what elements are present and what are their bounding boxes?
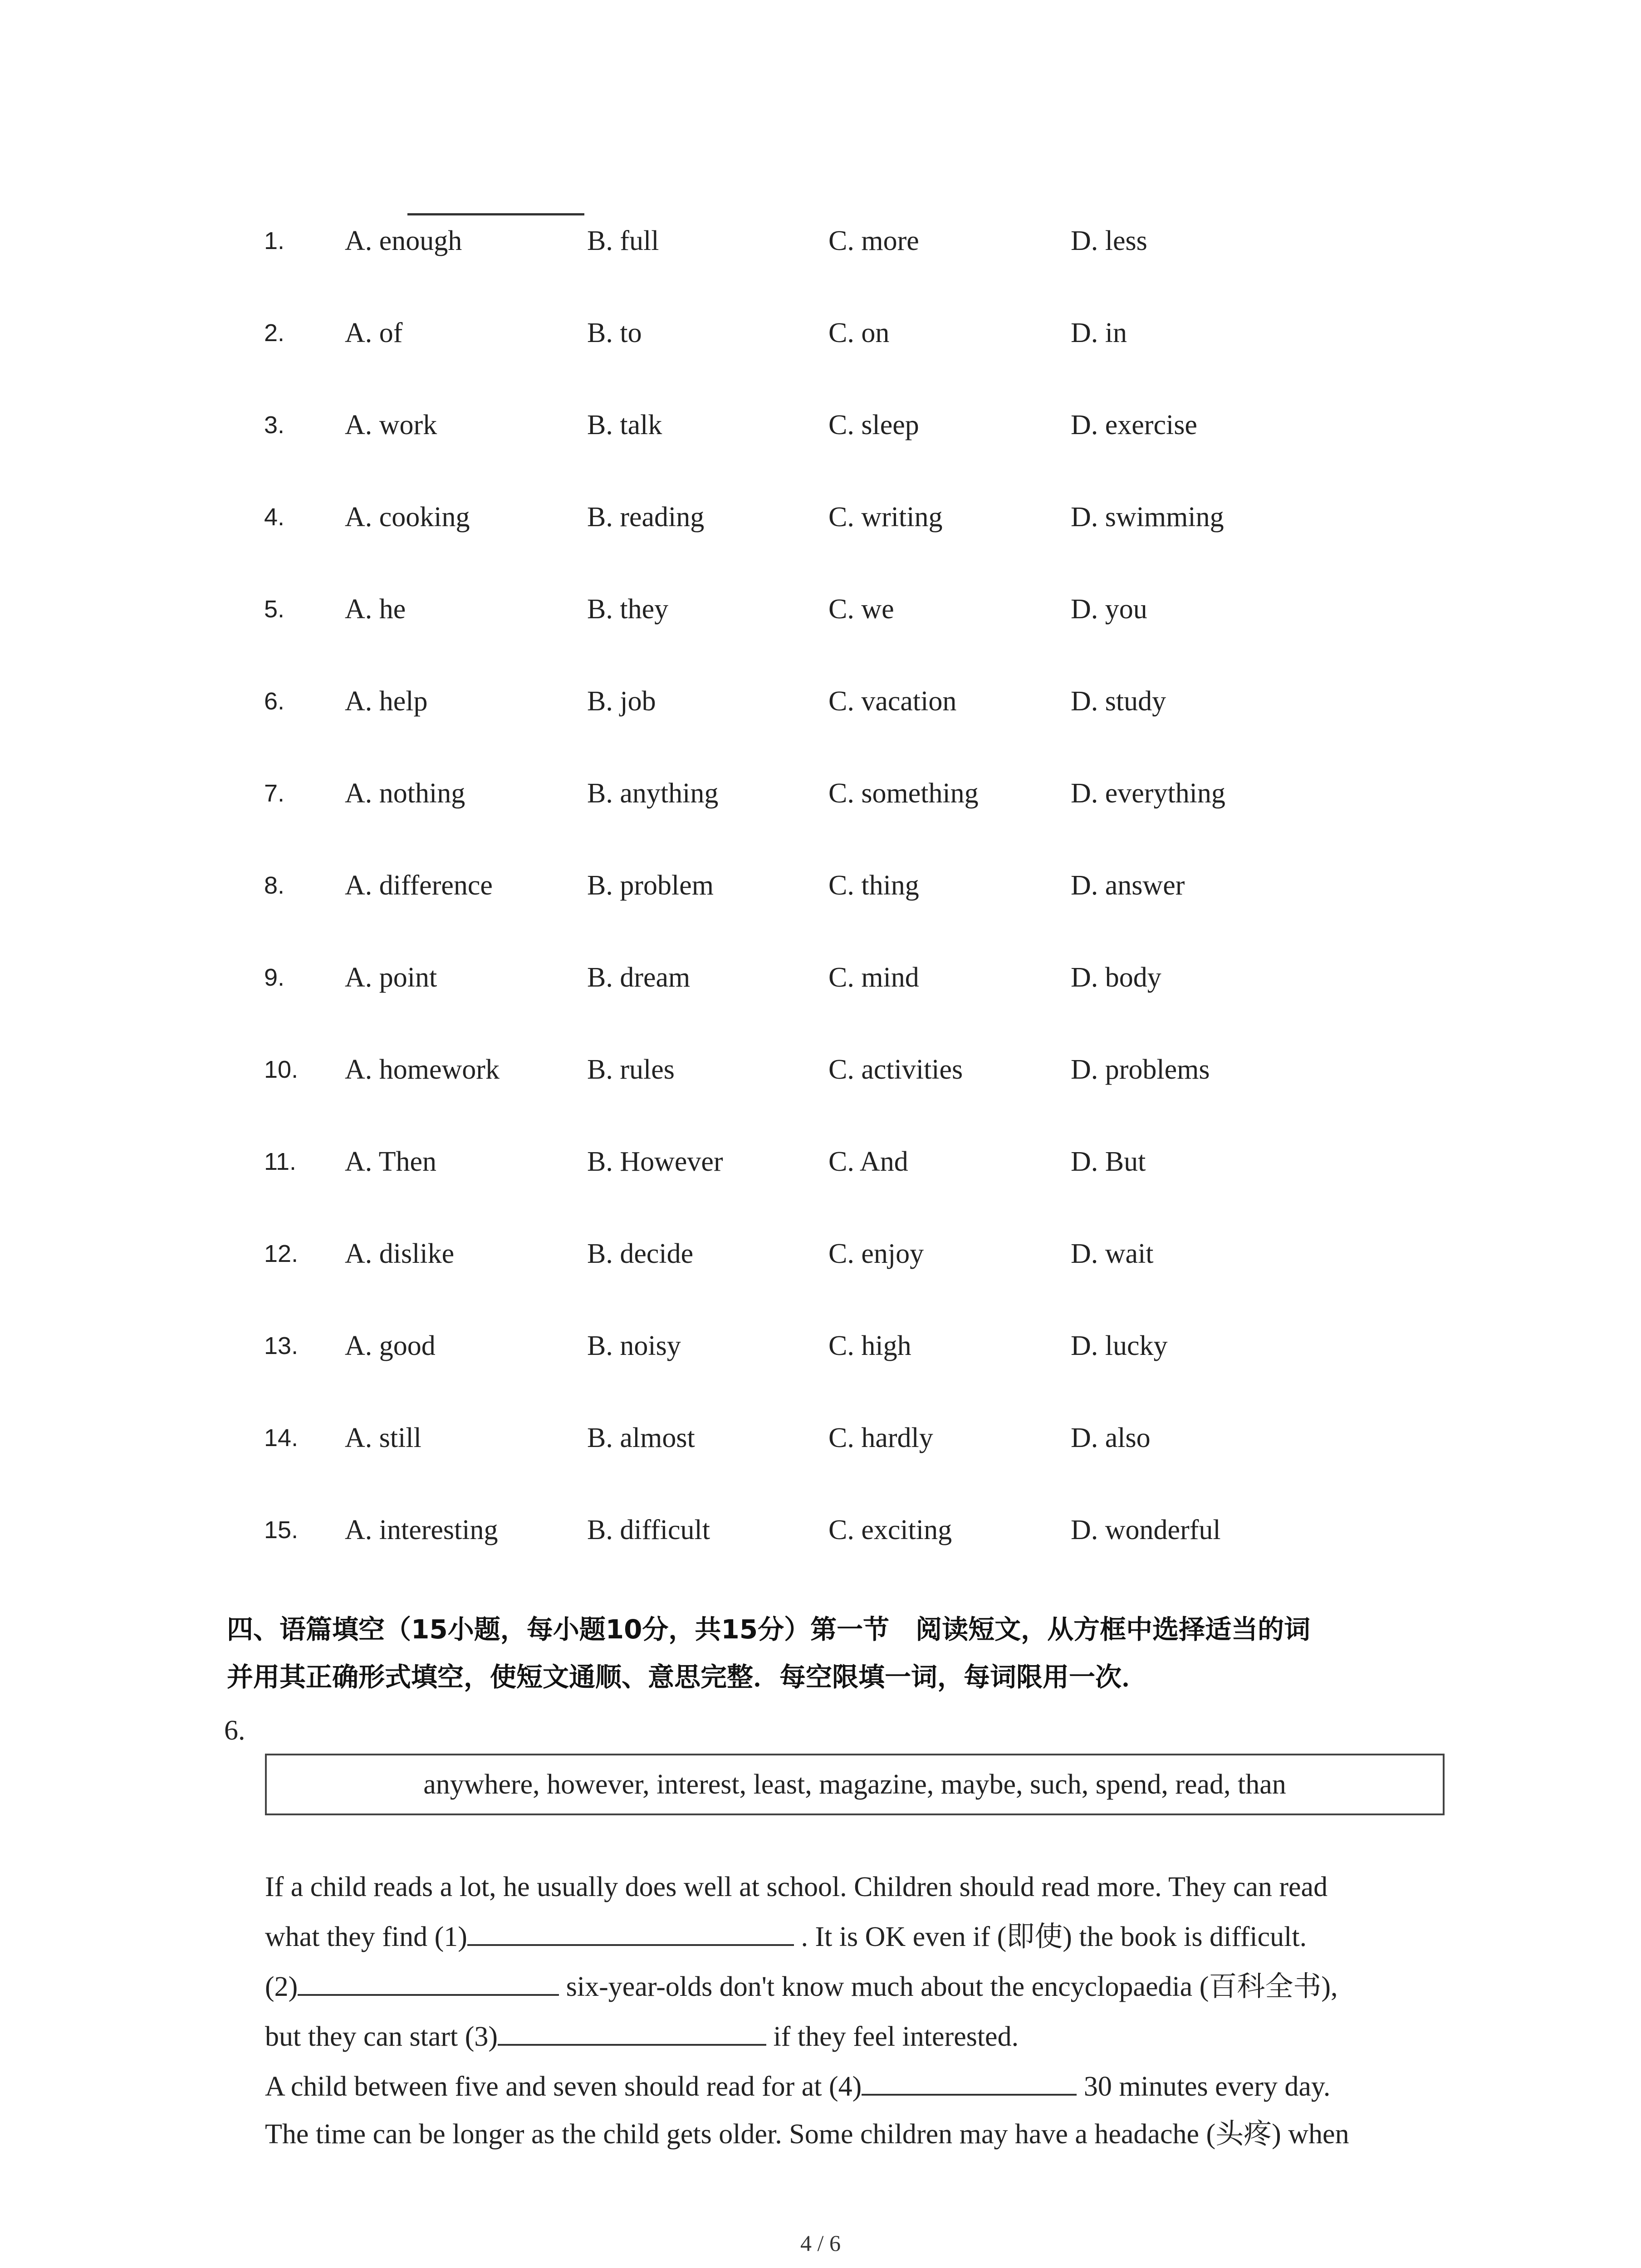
option-c: C. enjoy	[828, 1238, 924, 1269]
question-number: 5.	[264, 596, 285, 623]
question-number: 1.	[264, 227, 285, 254]
option-d: D. you	[1071, 594, 1147, 625]
option-d: D. exercise	[1071, 410, 1197, 440]
option-d: D. wonderful	[1071, 1515, 1221, 1545]
question-row	[0, 1229, 1641, 1279]
passage-text: six-year-olds don't know much about the encyclopaedia (百科全书),	[559, 1971, 1338, 2002]
section-heading-line: 并用其正确形式填空，使短文通顺、意思完整．每空限填一词，每词限用一次．	[227, 1662, 1148, 1692]
option-a: A. dislike	[345, 1238, 455, 1269]
option-c: C. mind	[828, 962, 919, 993]
option-a: A. help	[345, 686, 428, 717]
option-a: A. of	[345, 318, 403, 348]
question-row	[0, 584, 1641, 634]
question-number: 11.	[264, 1148, 297, 1175]
option-c: C. we	[828, 594, 894, 625]
option-a: A. nothing	[345, 778, 465, 809]
option-d: D. lucky	[1071, 1330, 1168, 1361]
blank-2[interactable]	[298, 1969, 559, 1996]
option-a: A. interesting	[345, 1515, 498, 1545]
option-b: B. they	[587, 594, 669, 625]
option-d: D. swimming	[1071, 502, 1224, 533]
option-b: B. reading	[587, 502, 705, 533]
option-d: D. problems	[1071, 1054, 1210, 1085]
question-row	[0, 860, 1641, 910]
passage-line	[265, 1962, 1338, 2012]
question-row	[0, 1045, 1641, 1095]
option-b: B. talk	[587, 410, 662, 440]
option-a: A. cooking	[345, 502, 470, 533]
option-c: C. exciting	[828, 1515, 952, 1545]
option-b: B. job	[587, 686, 656, 717]
option-d: D. answer	[1071, 870, 1185, 901]
option-d: D. in	[1071, 318, 1127, 348]
question-number: 2.	[264, 319, 285, 347]
option-b: B. difficult	[587, 1515, 710, 1545]
option-b: B. rules	[587, 1054, 675, 1085]
passage-line: If a child reads a lot, he usually does well at school. Children should read more. They can read	[265, 1872, 1328, 1902]
option-b: B. dream	[587, 962, 691, 993]
option-c: C. activities	[828, 1054, 963, 1085]
option-c: C. thing	[828, 870, 919, 901]
page-number: 4 / 6	[800, 2230, 841, 2256]
option-a: A. difference	[345, 870, 493, 901]
option-a: A. still	[345, 1422, 421, 1453]
passage-line: The time can be longer as the child gets older. Some children may have a headache (头疼) when	[265, 2119, 1349, 2150]
option-b: B. anything	[587, 778, 719, 809]
question-row	[0, 216, 1641, 266]
option-d: D. also	[1071, 1422, 1151, 1453]
option-b: B. noisy	[587, 1330, 681, 1361]
question-number: 14.	[264, 1424, 299, 1452]
option-c: C. vacation	[828, 686, 957, 717]
option-b: B. However	[587, 1146, 723, 1177]
passage-line	[265, 2012, 1019, 2062]
question-row	[0, 1413, 1641, 1463]
passage-text: 30 minutes every day.	[1077, 2071, 1331, 2102]
passage-text: (2)	[265, 1971, 298, 2002]
option-d: D. everything	[1071, 778, 1225, 809]
question-row	[0, 676, 1641, 726]
passage-text: if they feel interested.	[766, 2021, 1019, 2052]
option-a: A. homework	[345, 1054, 500, 1085]
option-d: D. wait	[1071, 1238, 1154, 1269]
option-c: C. something	[828, 778, 979, 809]
question-number: 13.	[264, 1332, 299, 1359]
section-heading	[227, 1606, 1452, 1701]
option-a: A. work	[345, 410, 437, 440]
question-number: 9.	[264, 964, 285, 991]
question-row	[0, 400, 1641, 450]
option-a: A. point	[345, 962, 437, 993]
question-row	[0, 1137, 1641, 1187]
option-c: C. sleep	[828, 410, 919, 440]
word-bank-box: anywhere, however, interest, least, magazine, maybe, such, spend, read, than	[265, 1754, 1445, 1815]
blank-3[interactable]	[498, 2019, 766, 2046]
section-heading-line: 四、语篇填空（15小题，每小题10分，共15分）第一节 阅读短文，从方框中选择适当的词	[227, 1614, 1311, 1645]
question-number: 12.	[264, 1240, 299, 1267]
option-d: D. less	[1071, 225, 1147, 256]
option-b: B. problem	[587, 870, 714, 901]
question-row	[0, 308, 1641, 358]
option-b: B. almost	[587, 1422, 695, 1453]
question-row	[0, 492, 1641, 542]
option-a: A. good	[345, 1330, 436, 1361]
blank-1[interactable]	[467, 1919, 794, 1946]
option-d: D. But	[1071, 1146, 1146, 1177]
question-number: 3.	[264, 411, 285, 439]
question-number: 7.	[264, 780, 285, 807]
option-d: D. body	[1071, 962, 1161, 993]
question-number: 6.	[224, 1715, 245, 1746]
option-b: B. full	[587, 225, 659, 256]
passage-line	[265, 2062, 1330, 2112]
question-number: 8.	[264, 872, 285, 899]
question-row	[0, 953, 1641, 1002]
answer-underline	[407, 213, 584, 215]
passage-text: but they can start (3)	[265, 2021, 498, 2052]
option-b: B. to	[587, 318, 642, 348]
question-number: 15.	[264, 1516, 299, 1544]
question-row	[0, 1505, 1641, 1555]
passage-text: A child between five and seven should read for at (4)	[265, 2071, 862, 2102]
question-row	[0, 1321, 1641, 1371]
passage-text: . It is OK even if (即使) the book is difficult.	[794, 1921, 1307, 1952]
question-number: 10.	[264, 1056, 299, 1083]
option-b: B. decide	[587, 1238, 694, 1269]
option-c: C. hardly	[828, 1422, 933, 1453]
option-c: C. on	[828, 318, 890, 348]
option-d: D. study	[1071, 686, 1166, 717]
option-a: A. enough	[345, 225, 462, 256]
question-number: 6.	[264, 688, 285, 715]
option-c: C. And	[828, 1146, 908, 1177]
question-row	[0, 768, 1641, 818]
passage-text: what they find (1)	[265, 1921, 467, 1952]
question-number: 4.	[264, 503, 285, 531]
option-c: C. writing	[828, 502, 943, 533]
blank-4[interactable]	[862, 2068, 1077, 2096]
option-a: A. Then	[345, 1146, 437, 1177]
option-c: C. more	[828, 225, 919, 256]
option-a: A. he	[345, 594, 406, 625]
option-c: C. high	[828, 1330, 911, 1361]
passage-line	[265, 1912, 1307, 1962]
